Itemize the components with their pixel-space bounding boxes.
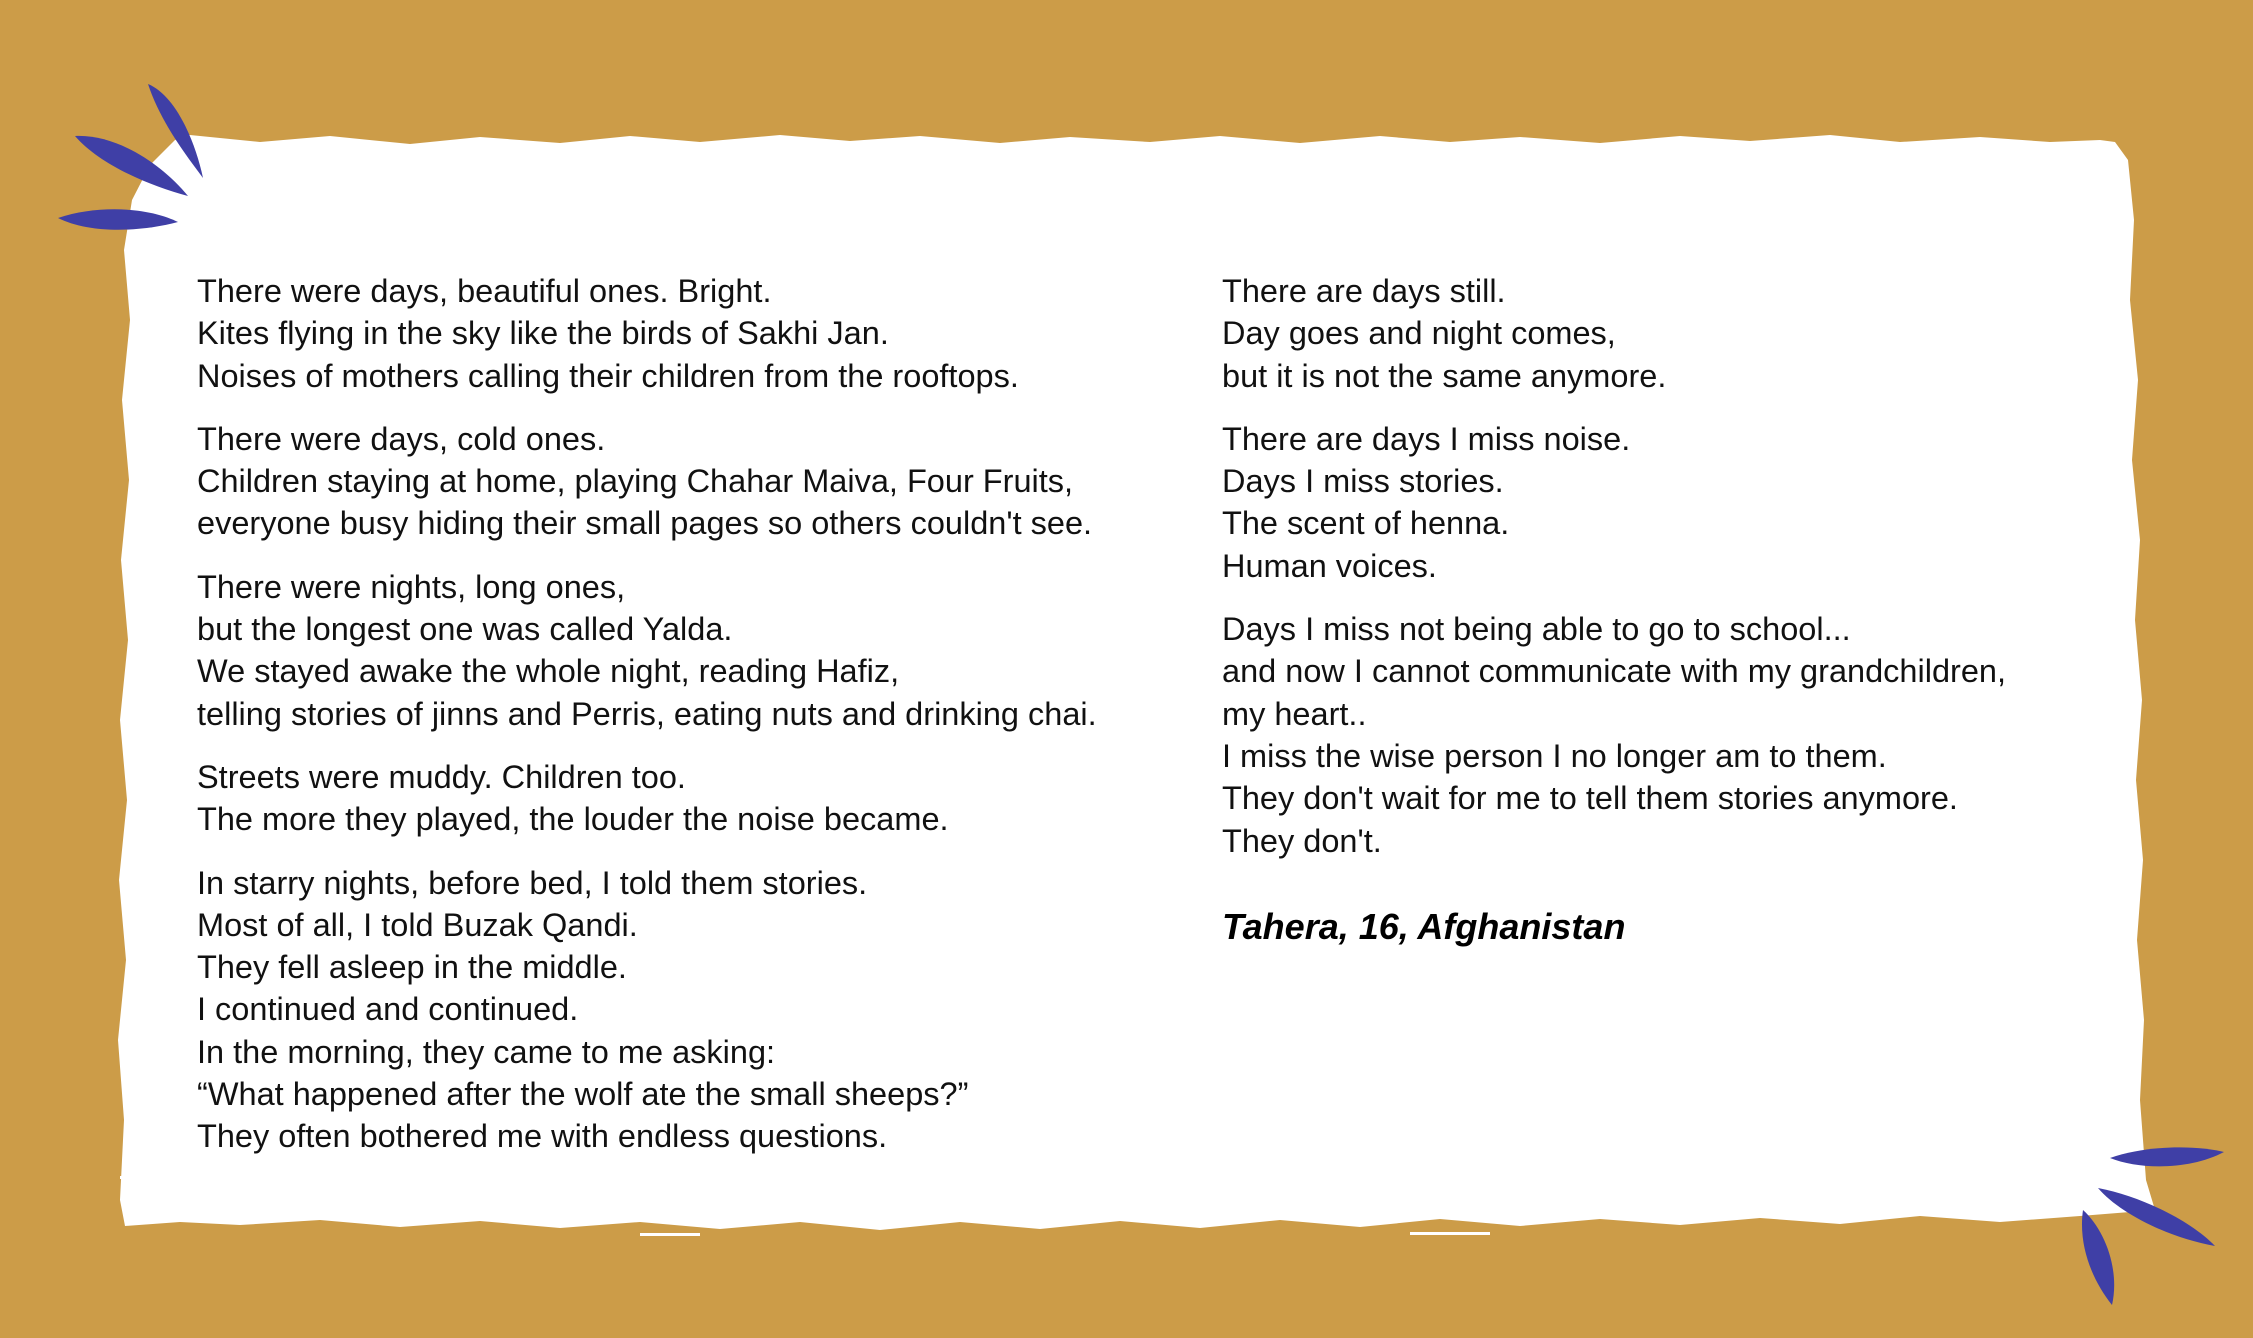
poem-line: There were days, beautiful ones. Bright. xyxy=(197,273,772,309)
poem-line: but it is not the same anymore. xyxy=(1222,357,1667,394)
poem-line: everyone busy hiding their small pages so others couldn't see. xyxy=(197,505,1093,542)
poem-line: They often bothered me with endless questions. xyxy=(197,1118,888,1155)
poem-attribution: Tahera, 16, Afghanistan xyxy=(1222,905,1626,947)
poem-line: They don't wait for me to tell them stories anymore. xyxy=(1222,780,1958,817)
poem-line: The more they played, the louder the noise became. xyxy=(197,801,949,838)
poem-line: Children staying at home, playing Chahar Maiva, Four Fruits, xyxy=(197,463,1074,500)
poem-line: There are days I miss noise. xyxy=(1222,420,1631,457)
poem-line: Day goes and night comes, xyxy=(1222,315,1616,352)
poem-line: There were days, cold ones. xyxy=(197,420,606,457)
poem-line: Human voices. xyxy=(1222,547,1437,584)
poem-line: I continued and continued. xyxy=(197,991,579,1028)
stanza xyxy=(1222,270,2182,397)
stanza xyxy=(197,862,1207,1158)
poem-line: We stayed awake the whole night, reading Hafiz, xyxy=(197,653,900,690)
poem-line: There are days still. xyxy=(1222,273,1506,309)
poem-line: In starry nights, before bed, I told them stories. xyxy=(197,864,868,901)
poem-line: The scent of henna. xyxy=(1222,505,1510,542)
stanza xyxy=(197,270,1207,397)
poem-line: Days I miss stories. xyxy=(1222,463,1504,500)
poem-line: Kites flying in the sky like the birds of Sakhi Jan. xyxy=(197,315,889,352)
poem-line: There were nights, long ones, xyxy=(197,568,626,605)
poem-line: but the longest one was called Yalda. xyxy=(197,611,733,648)
stanza xyxy=(197,756,1207,841)
poem-line: They fell asleep in the middle. xyxy=(197,949,627,986)
poem-line: Streets were muddy. Children too. xyxy=(197,758,686,795)
poem-line: Noises of mothers calling their children from the rooftops. xyxy=(197,357,1019,394)
poem-line: telling stories of jinns and Perris, eating nuts and drinking chai. xyxy=(197,695,1097,732)
poem-line: and now I cannot communicate with my grandchildren, xyxy=(1222,653,2007,690)
stanza xyxy=(1222,418,2182,587)
stanza xyxy=(1222,608,2182,862)
poem-line: I miss the wise person I no longer am to them. xyxy=(1222,737,1887,774)
poem-left-column xyxy=(197,270,1207,1179)
poem-line: “What happened after the wolf ate the small sheeps?” xyxy=(197,1076,969,1113)
poem-line: In the morning, they came to me asking: xyxy=(197,1033,776,1070)
poem-line: Days I miss not being able to go to school... xyxy=(1222,611,1851,648)
poem-right-column xyxy=(1222,270,2182,949)
stanza xyxy=(197,566,1207,735)
stanza xyxy=(197,418,1207,545)
poem-line: They don't. xyxy=(1222,822,1382,859)
poem-line: Most of all, I told Buzak Qandi. xyxy=(197,906,638,943)
poem-line: my heart.. xyxy=(1222,695,1367,732)
